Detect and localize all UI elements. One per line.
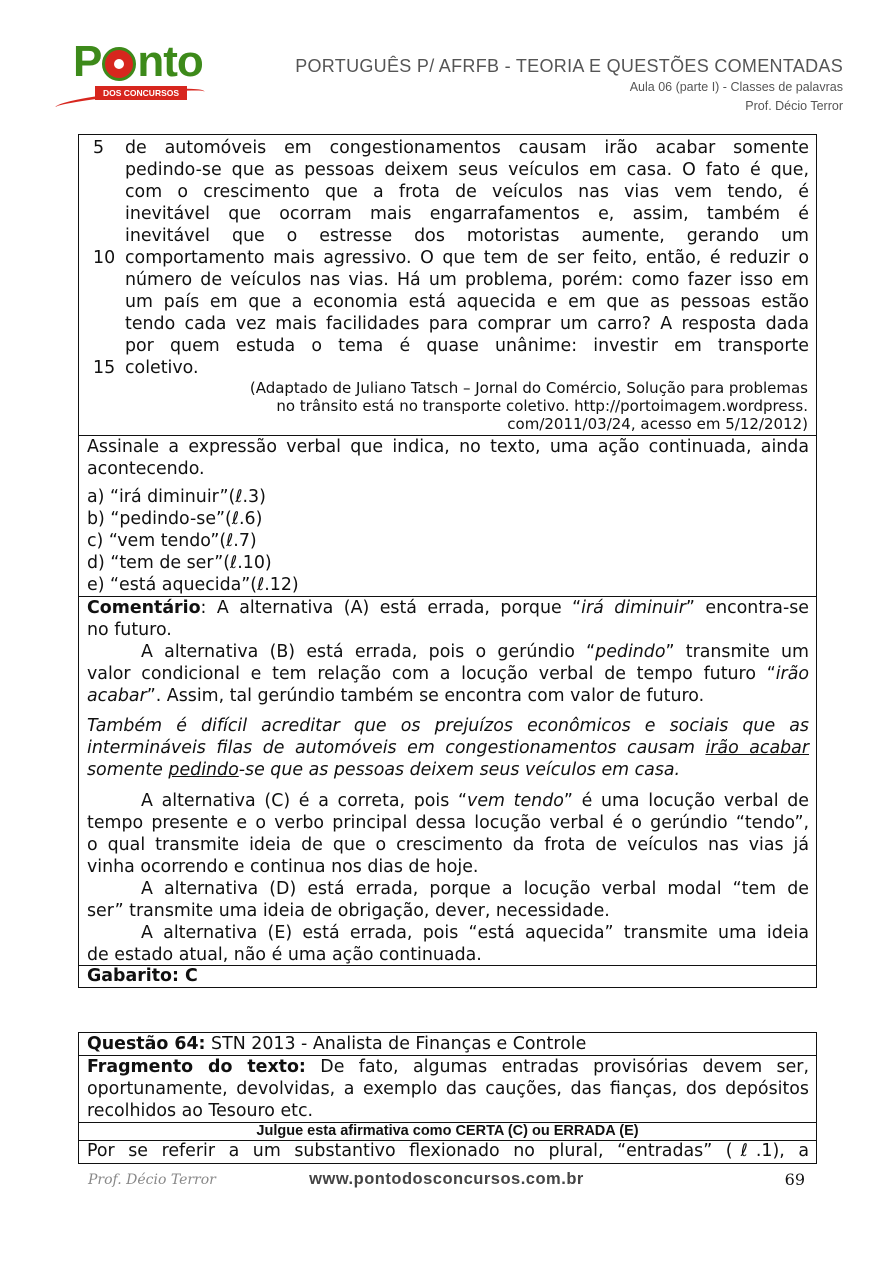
option-b: b) “pedindo-se”(ℓ.6) [87,509,263,529]
logo-wordmark: P nto [73,37,203,86]
text-fragment: oportunamente, devolvidas, a exemplo das cauções, das fianças, dos depósitos [87,1079,809,1099]
comment-paragraph: A alternativa (D) está errada, porque a locução verbal modal “tem de [141,879,809,899]
instruction-heading: Julgue esta afirmativa como CERTA (C) ou ERRADA (E) [256,1123,639,1139]
passage-line: coletivo. [125,358,199,378]
comment-paragraph: ser” transmite uma ideia de obrigação, dever, necessidade. [87,901,610,921]
source-citation: com/2011/03/24, acesso em 5/12/2012) [507,415,808,433]
passage-line: pedindo-se que as pessoas deixem seus veículos em casa. O fato é que, [125,160,809,180]
quoted-excerpt: somente pedindo-se que as pessoas deixem seus veículos em casa. [87,760,681,780]
statement: Por se referir a um substantivo flexionado no plural, “entradas” (ℓ.1), a [87,1141,809,1161]
quoted-excerpt: Também é difícil acreditar que os prejuízos econômicos e sociais que as [87,716,809,736]
source-citation: (Adaptado de Juliano Tatsch – Jornal do Comércio, Solução para problemas [249,379,808,397]
passage-line: por quem estuda o tema é quase unânime: investir em transporte [125,336,809,356]
line-number: 15 [93,358,116,378]
passage-line: de automóveis em congestionamentos causam irão acabar somente [125,138,809,158]
comment-paragraph: vinha ocorrendo e continua nos dias de hoje. [87,857,479,877]
question-64-title: Questão 64: STN 2013 - Analista de Finanças e Controle [87,1034,587,1054]
passage-line: número de veículos nas vias. Há um problema, porém: como fazer isso em [125,270,809,290]
passage-line: tendo cada vez mais facilidades para comprar um carro? A resposta dada [125,314,809,334]
comment-paragraph: no futuro. [87,620,172,640]
source-citation: no trânsito está no transporte coletivo. http://portoimagem.wordpress. [276,397,808,415]
answer-key: Gabarito: C [87,966,198,986]
header-lesson: Aula 06 (parte I) - Classes de palavras [629,80,843,94]
question-64-box [78,1032,817,1164]
footer-professor: Prof. Décio Terror [88,1172,216,1188]
logo-subtitle: DOS CONCURSOS [95,86,187,100]
passage-line: um país em que a economia está aquecida e em que as pessoas estão [125,292,809,312]
line-number: 5 [93,138,105,158]
comment-paragraph: A alternativa (B) está errada, pois o gerúndio “pedindo” transmite um [141,642,809,662]
question-box [78,134,817,988]
comment-paragraph: o qual transmite ideia de que o crescimento da frota de veículos nas vias já [87,835,809,855]
question-prompt: Assinale a expressão verbal que indica, no texto, uma ação continuada, ainda [87,437,809,457]
text-fragment: Fragmento do texto: De fato, algumas entradas provisórias devem ser, [87,1057,809,1077]
comment-paragraph: de estado atual, não é uma ação continuada. [87,945,482,965]
passage-line: com o crescimento que a frota de veículos nas vias vem tendo, é [125,182,809,202]
footer-url: www.pontodosconcursos.com.br [309,1170,584,1188]
comment-paragraph: acabar”. Assim, tal gerúndio também se encontra com valor de futuro. [87,686,705,706]
target-icon [102,47,136,81]
comment-paragraph: Comentário: A alternativa (A) está errada, porque “irá diminuir” encontra-se [87,598,809,618]
option-a: a) “irá diminuir”(ℓ.3) [87,487,266,507]
quoted-excerpt: intermináveis filas de automóveis em congestionamentos causam irão acabar [87,738,809,758]
option-d: d) “tem de ser”(ℓ.10) [87,553,272,573]
page-number: 69 [784,1170,805,1189]
option-c: c) “vem tendo”(ℓ.7) [87,531,257,551]
passage-line: comportamento mais agressivo. O que tem de ser feito, então, é reduzir o [125,248,809,268]
option-e: e) “está aquecida”(ℓ.12) [87,575,299,595]
question-prompt: acontecendo. [87,459,205,479]
comment-paragraph: valor condicional e tem relação com a locução verbal de tempo futuro “irão [87,664,809,684]
logo [55,36,215,102]
comment-paragraph: A alternativa (C) é a correta, pois “vem tendo” é uma locução verbal de [141,791,809,811]
comment-paragraph: tempo presente e o verbo principal dessa locução verbal é o gerúndio “tendo”, [87,813,809,833]
passage-line: inevitável que o estresse dos motoristas aumente, gerando um [125,226,809,246]
comment-label: Comentário [87,598,201,618]
text-fragment: recolhidos ao Tesouro etc. [87,1101,314,1121]
passage-line: inevitável que ocorram mais engarrafamentos e, assim, também é [125,204,809,224]
comment-paragraph: A alternativa (E) está errada, pois “está aquecida” transmite uma ideia [141,923,809,943]
line-number: 10 [93,248,116,268]
header-title: PORTUGUÊS P/ AFRFB - TEORIA E QUESTÕES COMENTADAS [295,56,843,76]
header-professor: Prof. Décio Terror [745,99,843,113]
